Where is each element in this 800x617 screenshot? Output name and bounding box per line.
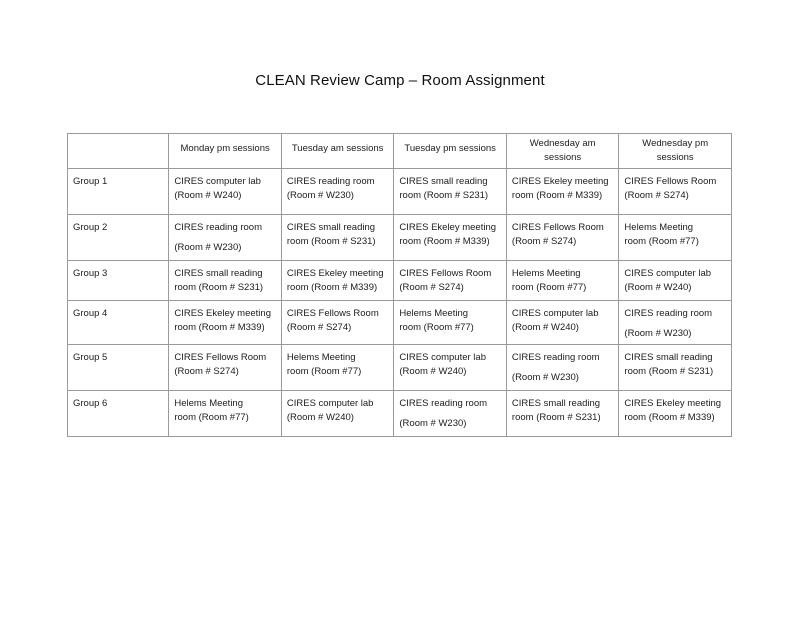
room-number: (Room # S274) (174, 365, 239, 377)
room-name: CIRES Ekeley meeting (399, 222, 497, 233)
room-name: CIRES Fellows Room (399, 268, 492, 279)
table-row (68, 169, 732, 215)
room-number: (Room # S274) (624, 189, 689, 201)
room-name: CIRES Fellows Room (624, 176, 717, 187)
room-cell (169, 345, 282, 391)
table-row (68, 261, 732, 301)
room-name: CIRES small reading (624, 352, 713, 363)
room-cell (506, 169, 619, 215)
room-name: CIRES Ekeley meeting (511, 176, 609, 187)
room-name: CIRES computer lab (174, 176, 261, 187)
room-name: Helems Meeting (174, 398, 243, 409)
room-name: Helems Meeting (286, 352, 356, 363)
room-number: (Room # S274) (511, 235, 577, 247)
table-row (68, 301, 732, 345)
room-number: room (Room # M339) (174, 321, 265, 333)
room-name: CIRES computer lab (511, 308, 599, 319)
room-number: room (Room #77) (624, 235, 699, 247)
room-cell (281, 345, 394, 391)
room-name: CIRES small reading (174, 268, 263, 279)
room-cell (506, 215, 619, 261)
room-name: CIRES reading room (399, 398, 488, 409)
table-row (68, 215, 732, 261)
room-cell (619, 215, 732, 261)
table-row (68, 345, 732, 391)
room-cell (281, 301, 394, 345)
room-name: CIRES reading room (286, 176, 375, 187)
group-label-cell: Group 5 (68, 345, 169, 391)
room-number: (Room # W230) (174, 241, 242, 253)
table-row (68, 391, 732, 437)
group-label-cell: Group 4 (68, 301, 169, 345)
room-number: room (Room # S231) (399, 189, 489, 201)
room-cell (619, 345, 732, 391)
room-name: CIRES Ekeley meeting (624, 398, 722, 409)
room-number: room (Room #77) (286, 365, 362, 377)
room-cell (281, 169, 394, 215)
room-number: room (Room #77) (511, 281, 587, 293)
room-assignment-table (67, 133, 732, 437)
room-cell (506, 391, 619, 437)
room-cell (506, 261, 619, 301)
room-number: room (Room # S231) (286, 235, 376, 247)
room-cell (169, 215, 282, 261)
room-name: CIRES reading room (174, 222, 263, 233)
room-name: Helems Meeting (511, 268, 581, 279)
room-cell (281, 391, 394, 437)
room-number: room (Room # S231) (624, 365, 714, 377)
room-number: (Room # W230) (286, 189, 354, 201)
room-cell (394, 215, 507, 261)
room-cell (281, 261, 394, 301)
room-name: CIRES small reading (286, 222, 376, 233)
room-number: (Room # S274) (399, 281, 464, 293)
room-cell (169, 169, 282, 215)
room-cell (619, 301, 732, 345)
room-name: CIRES Fellows Room (286, 308, 379, 319)
room-cell (169, 261, 282, 301)
room-name: CIRES small reading (399, 176, 488, 187)
room-number: room (Room # M339) (624, 411, 715, 423)
room-number: (Room # S274) (286, 321, 352, 333)
room-number: (Room # W230) (511, 371, 579, 383)
room-number: (Room # W230) (624, 327, 692, 339)
room-cell (394, 345, 507, 391)
room-number: (Room # W240) (174, 189, 242, 201)
room-cell (394, 169, 507, 215)
column-header-monday-pm: Monday pm sessions (169, 134, 282, 169)
room-number: room (Room #77) (399, 321, 474, 333)
room-cell (169, 391, 282, 437)
room-number: room (Room # S231) (511, 411, 601, 423)
room-name: CIRES Ekeley meeting (174, 308, 271, 319)
group-label-cell: Group 1 (68, 169, 169, 215)
table-body (68, 169, 732, 437)
room-number: (Room # W240) (399, 365, 467, 377)
room-name: Helems Meeting (624, 222, 694, 233)
room-name: Helems Meeting (399, 308, 469, 319)
room-number: room (Room # M339) (286, 281, 378, 293)
room-name: CIRES reading room (624, 308, 713, 319)
column-header-tuesday-am: Tuesday am sessions (281, 134, 394, 169)
room-cell (394, 301, 507, 345)
group-label-cell: Group 3 (68, 261, 169, 301)
room-cell (394, 261, 507, 301)
room-cell (169, 301, 282, 345)
room-cell (619, 391, 732, 437)
room-number: (Room # W240) (511, 321, 579, 333)
room-name: CIRES computer lab (399, 352, 486, 363)
room-name: CIRES reading room (511, 352, 600, 363)
room-name: CIRES Fellows Room (174, 352, 267, 363)
group-label-cell: Group 2 (68, 215, 169, 261)
room-cell (394, 391, 507, 437)
header-row (68, 134, 732, 169)
room-number: (Room # W240) (624, 281, 692, 293)
room-cell (619, 169, 732, 215)
column-header-tuesday-pm: Tuesday pm sessions (394, 134, 507, 169)
room-name: CIRES Ekeley meeting (286, 268, 384, 279)
document-title: CLEAN Review Camp – Room Assignment (255, 72, 545, 89)
column-header-wednesday-am: Wednesday am sessions (506, 134, 619, 169)
room-cell (619, 261, 732, 301)
room-name: CIRES Fellows Room (511, 222, 604, 233)
column-header-empty (68, 134, 169, 169)
room-cell (506, 301, 619, 345)
room-number: room (Room #77) (174, 411, 249, 423)
group-label-cell: Group 6 (68, 391, 169, 437)
room-number: room (Room # S231) (174, 281, 264, 293)
room-number: room (Room # M339) (511, 189, 603, 201)
room-cell (506, 345, 619, 391)
room-cell (281, 215, 394, 261)
room-number: (Room # W230) (399, 417, 467, 429)
room-name: CIRES computer lab (624, 268, 712, 279)
column-header-wednesday-pm: Wednesday pm sessions (619, 134, 732, 169)
room-number: room (Room # M339) (399, 235, 490, 247)
room-number: (Room # W240) (286, 411, 354, 423)
room-name: CIRES computer lab (286, 398, 374, 409)
room-name: CIRES small reading (511, 398, 601, 409)
